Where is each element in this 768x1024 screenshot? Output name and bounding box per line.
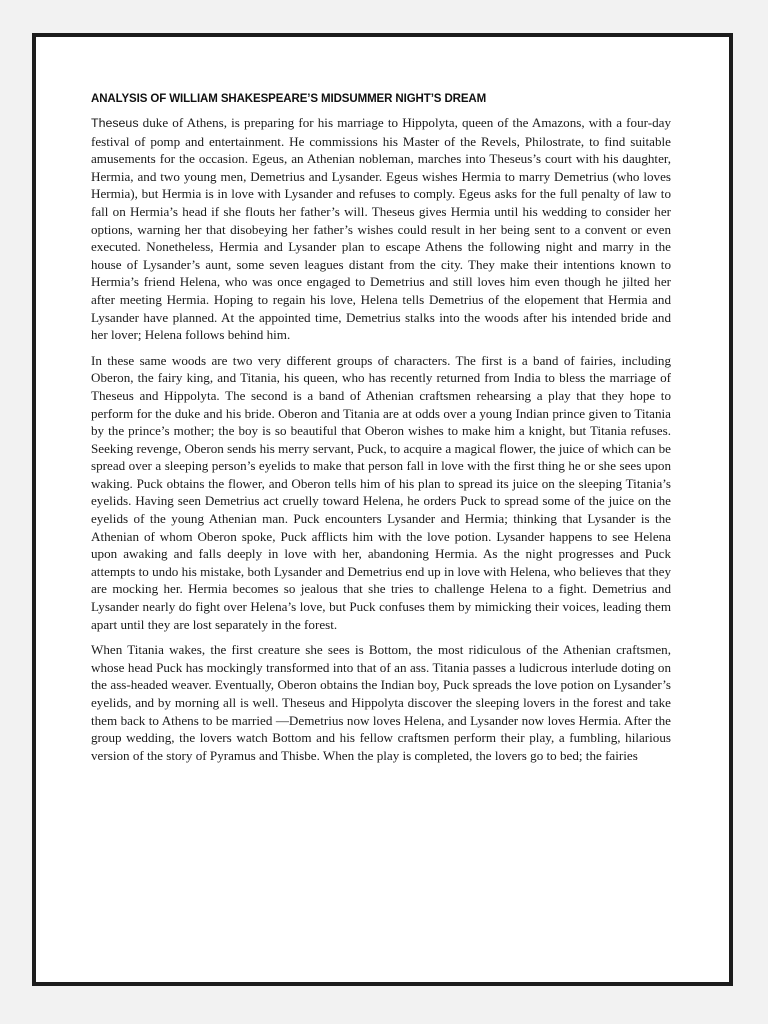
paragraph-3: [91, 641, 671, 764]
document-page: [32, 33, 733, 986]
document-title: ANALYSIS OF WILLIAM SHAKESPEARE’S MIDSUMMER NIGHT’S DREAM: [91, 93, 487, 105]
paragraph-1-text: duke of Athens, is preparing for his marriage to Hippolyta, queen of the Amazons, with a four-day festival of pomp and entertainment. He commissions his Master of the Revels, Philostrate, to find suitable amusements for the occasion. Egeus, an Athenian nobleman, marches into Theseus’s court with his daughter, Hermia, and two young men, Demetrius and Lysander. Egeus wishes Hermia to marry Demetrius (who loves Hermia), but Hermia is in love with Lysander and refuses to comply. Egeus asks for the full penalty of law to fall on Hermia’s head if she flouts her father’s will. Theseus gives Hermia until his wedding to consider her options, warning her that disobeying her father’s wishes could result in her being sent to a convent or even executed. Nonetheless, Hermia and Lysander plan to escape Athens the following night and marry in the house of Lysander’s aunt, some seven leagues distant from the city. They make their intentions known to Hermia’s friend Helena, who was once engaged to Demetrius and still loves him even though he jilted her after meeting Hermia. Hoping to regain his love, Helena tells Demetrius of the elopement that Hermia and Lysander have planned. At the appointed time, Demetrius stalks into the woods after his intended bride and her lover; Helena follows behind him.: [91, 115, 671, 343]
paragraph-1: [91, 114, 671, 344]
document-body: [91, 93, 671, 772]
paragraph-2-text: In these same woods are two very different groups of characters. The first is a band of fairies, including Oberon, the fairy king, and Titania, his queen, who has recently returned from India to bless the marriage of Theseus and Hippolyta. The second is a band of Athenian craftsmen rehearsing a play that they hope to perform for the duke and his bride. Oberon and Titania are at odds over a young Indian prince given to Titania by the prince’s mother; the boy is so beautiful that Oberon wishes to make him a knight, but Titania refuses. Seeking revenge, Oberon sends his merry servant, Puck, to acquire a magical flower, the juice of which can be spread over a sleeping person’s eyelids to make that person fall in love with the first thing he or she sees upon waking. Puck obtains the flower, and Oberon tells him of his plan to spread its juice on the sleeping Titania’s eyelids. Having seen Demetrius act cruelly toward Helena, he orders Puck to spread some of the juice on the eyelids of the young Athenian man. Puck encounters Lysander and Hermia; thinking that Lysander is the Athenian of whom Oberon spoke, Puck afflicts him with the love potion. Lysander happens to see Helena upon awaking and falls deeply in love with her, abandoning Hermia. As the night progresses and Puck attempts to undo his mistake, both Lysander and Demetrius end up in love with Helena, who believes that they are mocking her. Hermia becomes so jealous that she tries to challenge Helena to a fight. Demetrius and Lysander nearly do fight over Helena’s love, but Puck confuses them by mimicking their voices, leading them apart until they are lost separately in the forest.: [91, 352, 671, 632]
paragraph-2: [91, 352, 671, 634]
paragraph-3-text: When Titania wakes, the first creature she sees is Bottom, the most ridiculous of the Athenian craftsmen, whose head Puck has mockingly transformed into that of an ass. Titania passes a ludicrous interlude doting on the ass-headed weaver. Eventually, Oberon obtains the Indian boy, Puck spreads the love potion on Lysander’s eyelids, and by morning all is well. Theseus and Hippolyta discover the sleeping lovers in the forest and take them back to Athens to be married —Demetrius now loves Helena, and Lysander now loves Hermia. After the group wedding, the lovers watch Bottom and his fellow craftsmen perform their play, a fumbling, hilarious version of the story of Pyramus and Thisbe. When the play is completed, the lovers go to bed; the fairies: [91, 642, 671, 763]
paragraph-1-lead-word: Theseus: [91, 116, 139, 130]
